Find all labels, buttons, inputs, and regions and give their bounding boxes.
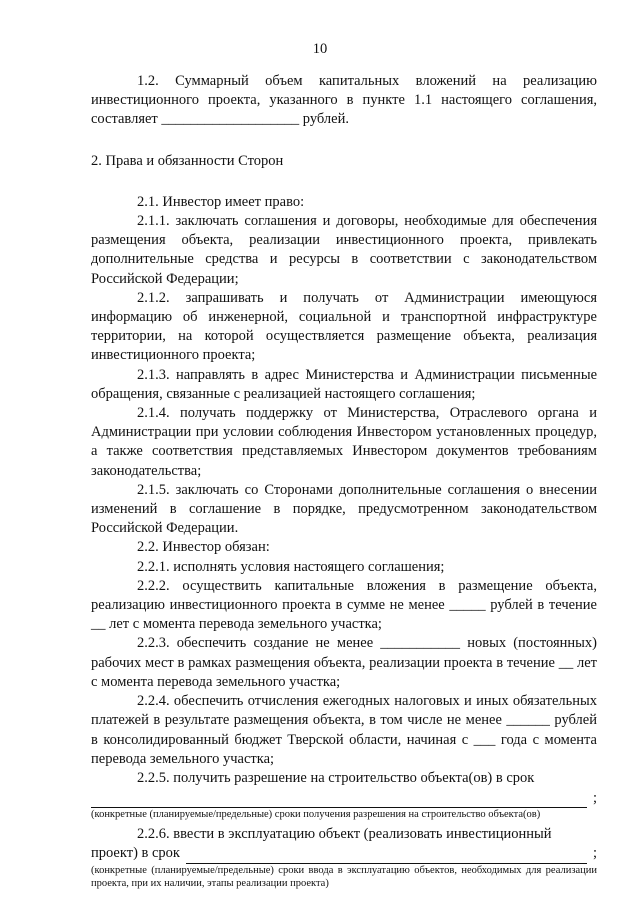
paragraph-2-1-4: 2.1.4. получать поддержку от Министерства, Отраслевого органа и Администрации при условии соблюдения Инвестором установленных процедур, а также соответствия представляемых Инвестором документов требованиям законодательства; <box>91 405 597 479</box>
paragraph-2-1-1: 2.1.1. заключать соглашения и договоры, необходимые для обеспечения размещения объекта, реализации инвестиционного проекта, привлекать дополнительные средства и ресурсы в соответствии с законодательством Российской Федерации; <box>91 213 597 287</box>
paragraph-2-2-6: 2.2.6. ввести в эксплуатацию объект (реализовать инвестиционный <box>137 826 552 843</box>
semicolon: ; <box>592 789 597 806</box>
paragraph-2-2-4: 2.2.4. обеспечить отчисления ежегодных налоговых и иных обязательных платежей в результате размещения объекта, в том числе не менее ______ рублей в консолидированный бюджет Тверской области, начиная с ___ года с момента перевода земельного участка; <box>91 693 597 767</box>
semicolon: ; <box>592 845 597 862</box>
paragraph-2-2: 2.2. Инвестор обязан: <box>137 539 270 556</box>
paragraph-2-2-2: 2.2.2. осуществить капитальные вложения в размещение объекта, реализацию инвестиционного проекта в сумме не менее _____ рублей в течение __ лет с момента перевода земельного участка; <box>91 577 597 633</box>
blank-underline <box>186 849 587 864</box>
deadline-fill-line-2-2-5 <box>91 789 597 808</box>
paragraph-2-1-5: 2.1.5. заключать со Сторонами дополнительные соглашения о внесении изменений в соглашение в порядке, предусмотренном законодательством Российской Федерации. <box>91 481 597 537</box>
deadline-fill-line-2-2-6 <box>91 844 597 863</box>
paragraph-1-2: 1.2. Суммарный объем капитальных вложений на реализацию инвестиционного проекта, указанного в пункте 1.1 настоящего соглашения, составляет ___________________ рублей. <box>91 73 597 128</box>
paragraph-2-1: 2.1. Инвестор имеет право: <box>137 193 305 210</box>
paragraph-2-2-6-continuation: проект) в срок <box>91 845 180 862</box>
paragraph-2-1-3: 2.1.3. направлять в адрес Министерства и Администрации письменные обращения, связанные с реализацией настоящего соглашения; <box>91 366 597 402</box>
paragraph-2-1-2: 2.1.2. запрашивать и получать от Администрации имеющуюся информацию об инженерной, социальной и транспортной инфраструктуре территории, на которой осуществляется размещение объекта, реализация инвестиционного проекта; <box>91 289 597 364</box>
blank-underline <box>91 793 587 808</box>
footnote-2-2-5: (конкретные (планируемые/предельные) сроки получения разрешения на строительство объекта(ов) <box>91 809 541 821</box>
paragraph-2-2-3: 2.2.3. обеспечить создание не менее ___________ новых (постоянных) рабочих мест в рамках размещения объекта, реализации проекта в течение __ лет с момента перевода земельного участка; <box>91 635 597 690</box>
page-content <box>91 72 597 894</box>
paragraph-2-2-5: 2.2.5. получить разрешение на строительство объекта(ов) в срок <box>137 769 535 786</box>
section-heading: 2. Права и обязанности Сторон <box>91 152 284 169</box>
page-number: 10 <box>312 41 328 57</box>
paragraph-2-2-1: 2.2.1. исполнять условия настоящего соглашения; <box>137 558 445 575</box>
footnote-2-2-6: (конкретные (планируемые/предельные) сроки ввода в эксплуатацию объектов, необходимых для реализации проекта, при их наличии, этапы реализации проекта) <box>91 864 597 889</box>
